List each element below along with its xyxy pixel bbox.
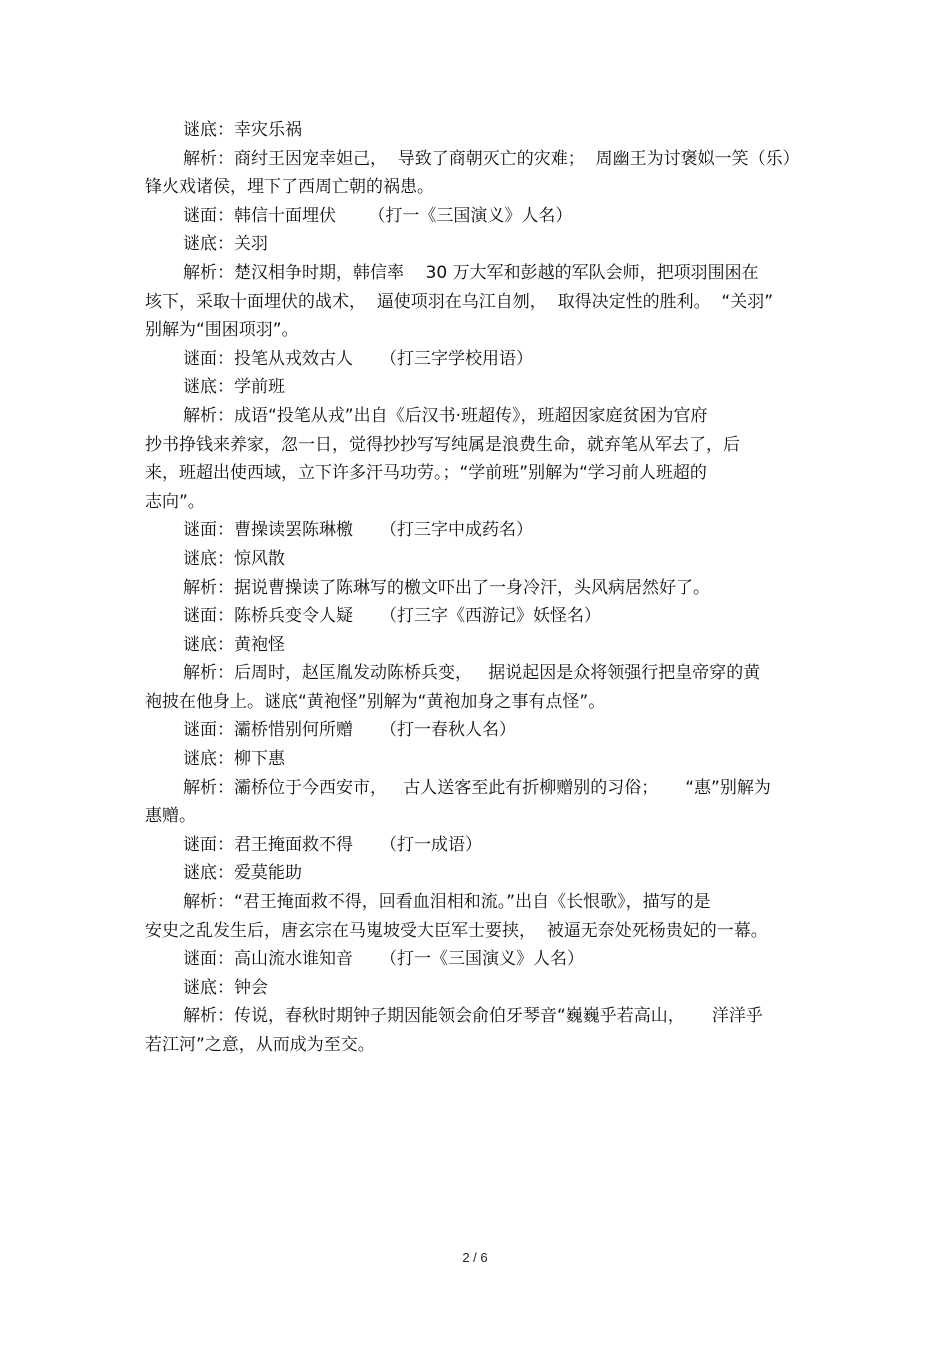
text-line: 来，班超出使西域，立下许多汗马功劳。；“学前班”别解为“学习前人班超的	[145, 463, 707, 484]
text-line: 谜面：陈桥兵变令人疑 （打三字《西游记》妖怪名）	[183, 606, 602, 627]
text-line: 谜面：投笔从戎效古人 （打三字学校用语）	[183, 348, 534, 369]
page-number: 2 / 6	[462, 1250, 488, 1265]
text-line: 谜底：钟会	[183, 977, 268, 998]
text-line: 谜底：黄袍怪	[183, 634, 285, 655]
document-body	[145, 116, 810, 1060]
text-line: 谜面：韩信十面埋伏 （打一《三国演义》人名）	[183, 205, 573, 226]
text-line: 垓下，采取十面埋伏的战术， 逼使项羽在乌江自刎， 取得决定性的胜利。 “关羽”	[145, 291, 774, 312]
text-line: 谜底：惊风散	[183, 548, 285, 569]
text-line: 志向”。	[145, 491, 205, 512]
text-line: 解析：传说，春秋时期钟子期因能领会俞伯牙琴音“巍巍乎若高山， 洋洋乎	[183, 1006, 763, 1027]
text-line: 解析：楚汉相争时期，韩信率 30 万大军和彭越的军队会师，把项羽围困在	[183, 262, 759, 283]
text-line: 谜底：柳下惠	[183, 749, 285, 770]
text-line: 解析：后周时，赵匡胤发动陈桥兵变， 据说起因是众将领强行把皇帝穿的黄	[183, 663, 761, 684]
text-line: 解析：商纣王因宠幸妲己， 导致了商朝灭亡的灾难； 周幽王为讨褒姒一笑（乐）	[183, 148, 800, 169]
text-line: 安史之乱发生后，唐玄宗在马嵬坡受大臣军士要挟， 被逼无奈处死杨贵妃的一幕。	[145, 920, 768, 941]
text-line: 谜底：关羽	[183, 234, 268, 255]
text-line: 谜面：灞桥惜别何所赠 （打一春秋人名）	[183, 720, 517, 741]
text-line: 解析：据说曹操读了陈琳写的檄文吓出了一身冷汗，头风病居然好了。	[183, 577, 710, 598]
text-line: 谜底：爱莫能助	[183, 863, 302, 884]
text-line: 解析：“君王掩面救不得，回看血泪相和流。”出自《长恨歌》，描写的是	[183, 892, 711, 913]
text-line: 抄书挣钱来养家，忽一日，觉得抄抄写写纯属是浪费生命，就弃笔从军去了，后	[145, 434, 740, 455]
text-line: 谜面：君王掩面救不得 （打一成语）	[183, 834, 483, 855]
text-line: 解析：成语“投笔从戎”出自《后汉书·班超传》，班超因家庭贫困为官府	[183, 405, 708, 426]
text-line: 别解为“围困项羽”。	[145, 320, 299, 341]
text-line: 解析：灞桥位于今西安市， 古人送客至此有折柳赠别的习俗； “惠”别解为	[183, 777, 771, 798]
text-line: 谜底：学前班	[183, 377, 285, 398]
text-line: 谜底：幸灾乐祸	[183, 120, 302, 140]
text-line: 惠赠。	[145, 806, 196, 827]
text-line: 谜面：高山流水谁知音 （打一《三国演义》人名）	[183, 949, 585, 970]
text-line: 若江河”之意，从而成为至交。	[145, 1035, 375, 1055]
text-line: 袍披在他身上。谜底“黄袍怪”别解为“黄袍加身之事有点怪”。	[145, 691, 606, 712]
text-line: 谜面：曹操读罢陈琳檄 （打三字中成药名）	[183, 520, 534, 541]
text-line: 锋火戏诸侯，埋下了西周亡朝的祸患。	[145, 177, 434, 198]
